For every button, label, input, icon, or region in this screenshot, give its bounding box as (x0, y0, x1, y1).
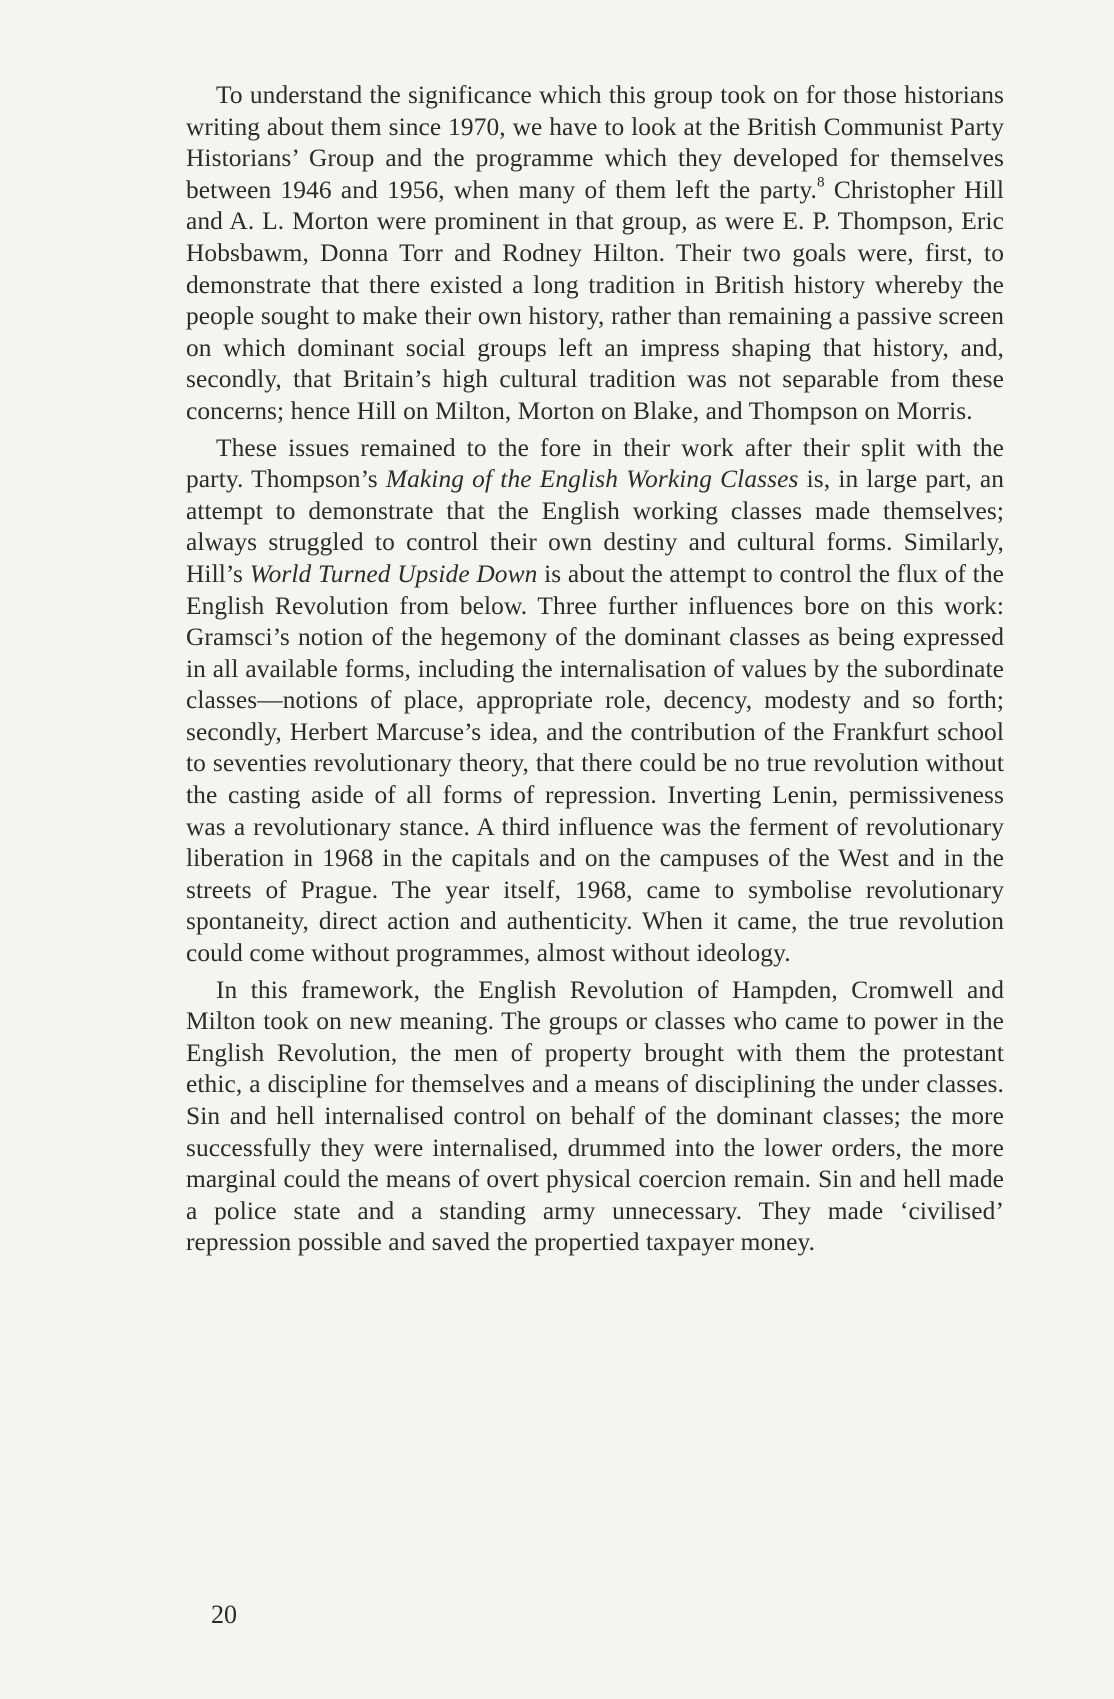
italic-title: World Turned Upside Down (249, 559, 538, 588)
text-run: is about the attempt to control the flux of the English Revolution from below. Three further influences bore on this work: Gramsci’s notion of the hegemony of the dominant classes as being expressed in all available forms, including the internalisation of values by the subordinate classes—notions of place, appropriate role, decency, modesty and so forth; secondly, Herbert Marcuse’s idea, and the contribution of the Frankfurt school to seventies revolutionary theory, that there could be no true revolution without the casting aside of all forms of repression. Inverting Lenin, permissiveness was a revolutionary stance. A third influence was the ferment of revolutionary liberation in 1968 in the capitals and on the campuses of the West and in the streets of Prague. The year itself, 1968, came to symbolise revolutionary spontaneity, direct action and authenticity. When it came, the true revolution could come without programmes, almost without ideology. (186, 559, 1005, 968)
text-run: To understand the significance which this group took on for those historians writing about them since 1970, we have to look at the British Communist Party Historians’ Group and the programme which they developed for themselves between 1946 and 1956, when many of them left the party. (186, 81, 1004, 204)
text-run: In this framework, the English Revolution of Hampden, Cromwell and Milton took on new meaning. The groups or classes who came to power in the English Revolution, the men of property brought with them the protestant ethic, a discipline for themselves and a means of disciplining the under classes. Sin and hell internalised control on behalf of the dominant classes; the more successfully they were internalised, drummed into the lower orders, the more marginal could the means of overt physical coercion remain. Sin and hell made a police state and a standing army unnecessary. They made ‘civilised’ repression possible and saved the propertied taxpayer money. (186, 975, 1004, 1257)
paragraph-2 (186, 433, 1004, 970)
paragraph-1 (186, 80, 1004, 428)
text-run: Christopher Hill and A. L. Morton were prominent in that group, as were E. P. Thompson, Eric Hobsbawm, Donna Torr and Rodney Hilton. Their two goals were, first, to demonstrate that there existed a long tradition in British history whereby the people sought to make their own history, rather than remaining a passive screen on which dominant social groups left an impress shaping that history, and, secondly, that Britain’s high cultural tradition was not separable from these concerns; hence Hill on Milton, Morton on Blake, and Thompson on Morris. (186, 175, 1004, 425)
paragraph-3 (186, 975, 1004, 1259)
italic-title: Making of the English Working Classes (385, 465, 799, 494)
footnote-marker: 8 (816, 173, 825, 191)
page-number: 20 (211, 1600, 237, 1629)
text-run: These issues remained to the fore in their work after their split with the party. Thompson’s (186, 433, 1004, 494)
text-run: is, in large part, an attempt to demonstrate that the English working classes made themselves; always struggled to control their own destiny and cultural forms. Similarly, Hill’s (186, 465, 1005, 588)
body-text (186, 80, 1004, 1259)
